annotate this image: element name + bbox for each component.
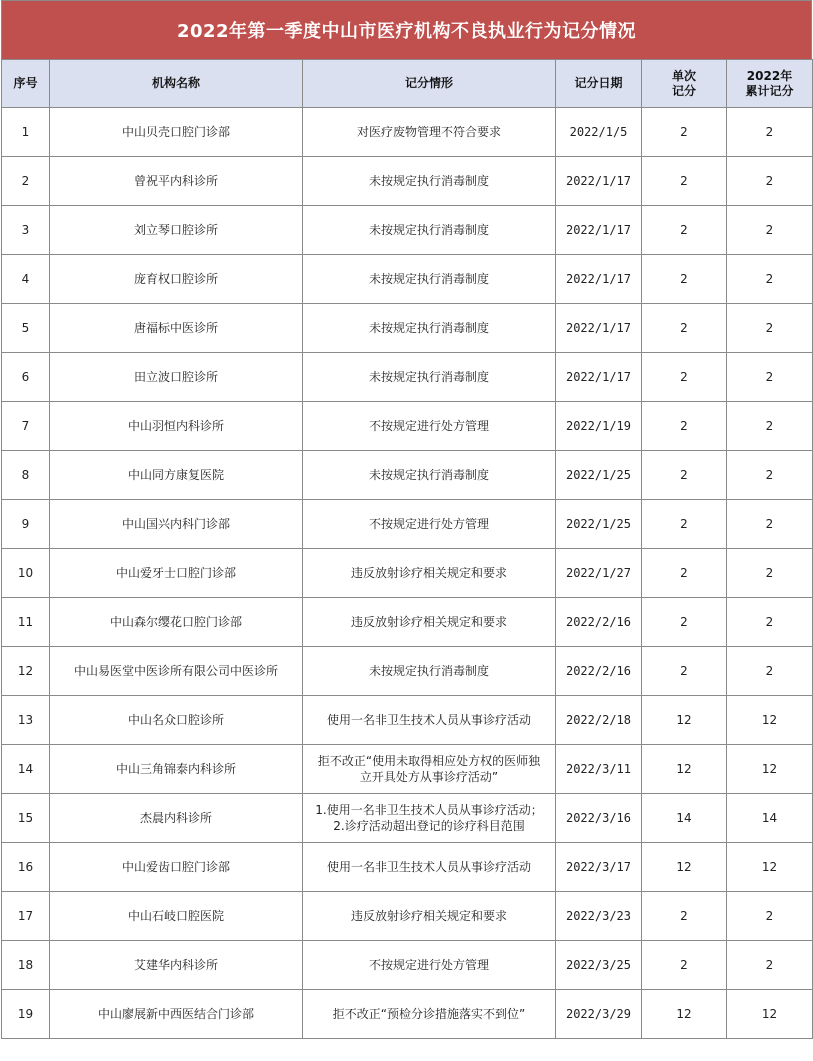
- table-row: [2, 255, 813, 304]
- header-single-line2: 记分: [671, 83, 696, 98]
- situation-line: 立开具处方从事诊疗活动”: [359, 770, 499, 784]
- situation-line: 违反放射诊疗相关规定和要求: [350, 615, 507, 629]
- cell-single-score: 2: [642, 500, 727, 549]
- cell-date: 2022/3/25: [556, 941, 642, 990]
- cell-index: 5: [2, 304, 50, 353]
- cell-total-score: 2: [727, 402, 813, 451]
- cell-index: 3: [2, 206, 50, 255]
- situation-line: 不按规定进行处方管理: [368, 958, 489, 972]
- cell-index: 11: [2, 598, 50, 647]
- cell-single-score: 12: [642, 696, 727, 745]
- situation-line: 2.诊疗活动超出登记的诊疗科目范围: [333, 819, 525, 833]
- situation-line: 1.使用一名非卫生技术人员从事诊疗活动；: [315, 803, 543, 817]
- cell-total-score: 14: [727, 794, 813, 843]
- table-row: [2, 206, 813, 255]
- cell-total-score: 2: [727, 941, 813, 990]
- cell-org-name: 中山爱牙士口腔门诊部: [50, 549, 303, 598]
- cell-single-score: 2: [642, 255, 727, 304]
- table-row: [2, 549, 813, 598]
- cell-org-name: 田立波口腔诊所: [50, 353, 303, 402]
- table-row: [2, 157, 813, 206]
- cell-index: 6: [2, 353, 50, 402]
- cell-index: 15: [2, 794, 50, 843]
- situation-line: 不按规定进行处方管理: [368, 517, 489, 531]
- cell-org-name: 中山贝壳口腔门诊部: [50, 108, 303, 157]
- table-row: [2, 353, 813, 402]
- cell-situation: [303, 990, 556, 1039]
- situation-line: 拒不改正“使用未取得相应处方权的医师独: [317, 754, 541, 768]
- cell-org-name: 中山易医堂中医诊所有限公司中医诊所: [50, 647, 303, 696]
- header-situation: 记分情形: [303, 60, 556, 108]
- cell-single-score: 12: [642, 843, 727, 892]
- cell-date: 2022/1/25: [556, 500, 642, 549]
- situation-line: 未按规定执行消毒制度: [368, 223, 489, 237]
- cell-date: 2022/1/27: [556, 549, 642, 598]
- cell-total-score: 2: [727, 598, 813, 647]
- cell-total-score: 2: [727, 500, 813, 549]
- situation-line: 不按规定进行处方管理: [368, 419, 489, 433]
- cell-org-name: 唐福标中医诊所: [50, 304, 303, 353]
- cell-index: 9: [2, 500, 50, 549]
- table-row: [2, 745, 813, 794]
- cell-org-name: 中山国兴内科门诊部: [50, 500, 303, 549]
- situation-line: 违反放射诊疗相关规定和要求: [350, 909, 507, 923]
- cell-index: 1: [2, 108, 50, 157]
- table-row: [2, 108, 813, 157]
- cell-date: 2022/3/29: [556, 990, 642, 1039]
- cell-single-score: 2: [642, 451, 727, 500]
- cell-situation: [303, 941, 556, 990]
- cell-single-score: 2: [642, 304, 727, 353]
- cell-org-name: 艾建华内科诊所: [50, 941, 303, 990]
- cell-single-score: 2: [642, 402, 727, 451]
- cell-total-score: 12: [727, 745, 813, 794]
- cell-date: 2022/1/17: [556, 255, 642, 304]
- header-single-score: [642, 60, 727, 108]
- cell-total-score: 12: [727, 990, 813, 1039]
- header-org-name: 机构名称: [50, 60, 303, 108]
- cell-date: 2022/2/16: [556, 647, 642, 696]
- table-row: [2, 696, 813, 745]
- cell-org-name: 庞育权口腔诊所: [50, 255, 303, 304]
- cell-org-name: 中山名众口腔诊所: [50, 696, 303, 745]
- cell-date: 2022/1/25: [556, 451, 642, 500]
- cell-date: 2022/3/17: [556, 843, 642, 892]
- header-single-line1: 单次: [671, 68, 696, 83]
- cell-situation: [303, 451, 556, 500]
- cell-date: 2022/3/16: [556, 794, 642, 843]
- cell-org-name: 曾祝平内科诊所: [50, 157, 303, 206]
- cell-single-score: 2: [642, 549, 727, 598]
- cell-index: 4: [2, 255, 50, 304]
- cell-org-name: 中山石岐口腔医院: [50, 892, 303, 941]
- cell-situation: [303, 255, 556, 304]
- cell-total-score: 2: [727, 451, 813, 500]
- cell-total-score: 2: [727, 206, 813, 255]
- cell-single-score: 2: [642, 647, 727, 696]
- cell-date: 2022/3/11: [556, 745, 642, 794]
- header-total-line2: 累计记分: [745, 83, 794, 98]
- cell-total-score: 2: [727, 255, 813, 304]
- situation-line: 使用一名非卫生技术人员从事诊疗活动: [326, 713, 531, 727]
- situation-line: 违反放射诊疗相关规定和要求: [350, 566, 507, 580]
- situation-line: 对医疗废物管理不符合要求: [356, 125, 501, 139]
- header-index: 序号: [2, 60, 50, 108]
- situation-line: 未按规定执行消毒制度: [368, 272, 489, 286]
- table-row: [2, 598, 813, 647]
- cell-single-score: 12: [642, 745, 727, 794]
- cell-date: 2022/1/17: [556, 157, 642, 206]
- cell-date: 2022/1/19: [556, 402, 642, 451]
- cell-total-score: 2: [727, 892, 813, 941]
- cell-total-score: 12: [727, 843, 813, 892]
- cell-date: 2022/1/17: [556, 353, 642, 402]
- cell-org-name: 中山羽恒内科诊所: [50, 402, 303, 451]
- table-row: [2, 990, 813, 1039]
- cell-situation: [303, 402, 556, 451]
- cell-org-name: 中山同方康复医院: [50, 451, 303, 500]
- situation-line: 使用一名非卫生技术人员从事诊疗活动: [326, 860, 531, 874]
- cell-org-name: 中山爱齿口腔门诊部: [50, 843, 303, 892]
- cell-total-score: 2: [727, 157, 813, 206]
- cell-index: 10: [2, 549, 50, 598]
- cell-single-score: 2: [642, 598, 727, 647]
- header-total-line1: 2022年: [746, 68, 793, 83]
- cell-situation: [303, 696, 556, 745]
- table-header: [2, 60, 813, 108]
- cell-situation: [303, 892, 556, 941]
- situation-line: 未按规定执行消毒制度: [368, 468, 489, 482]
- cell-situation: [303, 745, 556, 794]
- cell-date: 2022/1/17: [556, 304, 642, 353]
- table-row: [2, 892, 813, 941]
- table-row: [2, 647, 813, 696]
- cell-index: 18: [2, 941, 50, 990]
- cell-date: 2022/3/23: [556, 892, 642, 941]
- cell-single-score: 14: [642, 794, 727, 843]
- situation-line: 未按规定执行消毒制度: [368, 174, 489, 188]
- cell-date: 2022/2/16: [556, 598, 642, 647]
- cell-date: 2022/1/17: [556, 206, 642, 255]
- cell-index: 7: [2, 402, 50, 451]
- cell-total-score: 2: [727, 549, 813, 598]
- situation-line: 未按规定执行消毒制度: [368, 370, 489, 384]
- cell-single-score: 2: [642, 157, 727, 206]
- cell-single-score: 2: [642, 108, 727, 157]
- table-body: [2, 108, 813, 1039]
- cell-index: 16: [2, 843, 50, 892]
- cell-index: 17: [2, 892, 50, 941]
- cell-index: 14: [2, 745, 50, 794]
- cell-situation: [303, 647, 556, 696]
- penalty-table: [1, 59, 813, 1039]
- cell-total-score: 2: [727, 304, 813, 353]
- cell-index: 12: [2, 647, 50, 696]
- table-row: [2, 451, 813, 500]
- cell-single-score: 2: [642, 206, 727, 255]
- cell-situation: [303, 794, 556, 843]
- cell-total-score: 2: [727, 647, 813, 696]
- cell-single-score: 2: [642, 353, 727, 402]
- cell-single-score: 2: [642, 892, 727, 941]
- cell-index: 19: [2, 990, 50, 1039]
- situation-line: 拒不改正“预检分诊措施落实不到位”: [332, 1007, 526, 1021]
- cell-situation: [303, 108, 556, 157]
- table-row: [2, 304, 813, 353]
- table-row: [2, 794, 813, 843]
- header-date: 记分日期: [556, 60, 642, 108]
- cell-total-score: 2: [727, 108, 813, 157]
- cell-situation: [303, 500, 556, 549]
- table-row: [2, 500, 813, 549]
- cell-situation: [303, 843, 556, 892]
- cell-situation: [303, 353, 556, 402]
- report-container: [1, 0, 812, 1039]
- cell-index: 2: [2, 157, 50, 206]
- cell-single-score: 12: [642, 990, 727, 1039]
- table-row: [2, 941, 813, 990]
- cell-total-score: 12: [727, 696, 813, 745]
- cell-index: 8: [2, 451, 50, 500]
- table-row: [2, 843, 813, 892]
- cell-org-name: 杰晨内科诊所: [50, 794, 303, 843]
- situation-line: 未按规定执行消毒制度: [368, 321, 489, 335]
- header-total-score: [727, 60, 813, 108]
- cell-date: 2022/1/5: [556, 108, 642, 157]
- cell-org-name: 中山廖展新中西医结合门诊部: [50, 990, 303, 1039]
- cell-situation: [303, 206, 556, 255]
- cell-org-name: 中山三角锦泰内科诊所: [50, 745, 303, 794]
- cell-situation: [303, 549, 556, 598]
- cell-index: 13: [2, 696, 50, 745]
- cell-single-score: 2: [642, 941, 727, 990]
- cell-situation: [303, 157, 556, 206]
- cell-org-name: 刘立琴口腔诊所: [50, 206, 303, 255]
- report-title: 2022年第一季度中山市医疗机构不良执业行为记分情况: [1, 0, 812, 59]
- situation-line: 未按规定执行消毒制度: [368, 664, 489, 678]
- cell-situation: [303, 598, 556, 647]
- cell-total-score: 2: [727, 353, 813, 402]
- table-row: [2, 402, 813, 451]
- cell-date: 2022/2/18: [556, 696, 642, 745]
- cell-situation: [303, 304, 556, 353]
- cell-org-name: 中山森尔缨花口腔门诊部: [50, 598, 303, 647]
